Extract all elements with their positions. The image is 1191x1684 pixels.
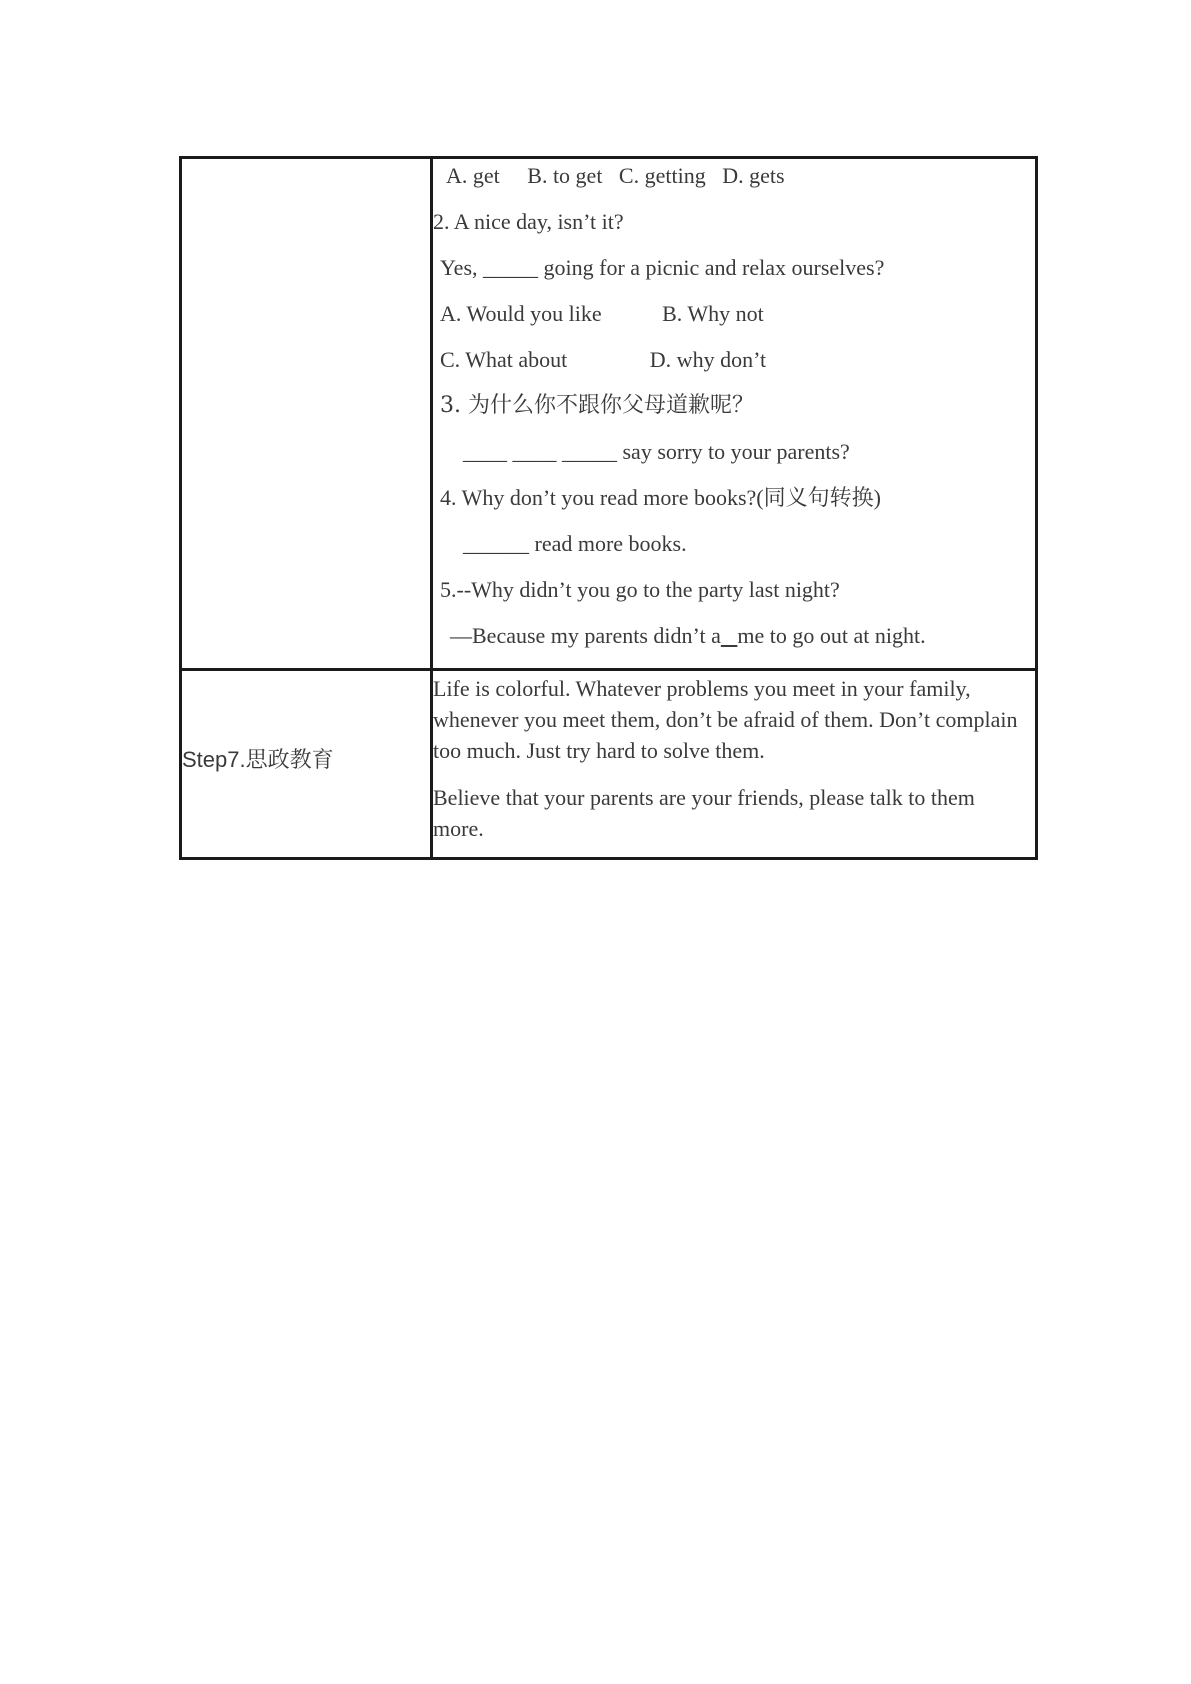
table-row xyxy=(182,159,1035,668)
table-row xyxy=(182,668,1035,857)
question-5: 5.--Why didn’t you go to the party last night? xyxy=(440,577,840,602)
question-2-answer: Yes, _____ going for a picnic and relax ourselves? xyxy=(440,255,885,280)
step-title: Step7.思政教育 xyxy=(182,747,334,772)
question-4: 4. Why don’t you read more books?(同义句转换) xyxy=(440,485,881,510)
answer-blank xyxy=(721,623,738,648)
step-cell xyxy=(182,159,433,668)
question-5-answer xyxy=(450,623,926,649)
step-cell xyxy=(182,671,433,857)
lesson-table xyxy=(179,156,1038,860)
paragraph-2: Believe that your parents are your friends, please talk to them more. xyxy=(433,785,975,841)
question-3-answer: ____ ____ _____ say sorry to your parents? xyxy=(463,439,850,464)
option-line-q2b: C. What about D. why don’t xyxy=(440,347,767,372)
question-4-answer: ______ read more books. xyxy=(463,531,687,556)
question-3: 3. 为什么你不跟你父母道歉呢？ xyxy=(440,393,754,418)
answer-suffix: me to go out at night. xyxy=(737,623,926,648)
question-2: 2. A nice day, isn’t it? xyxy=(433,209,624,234)
option-line-q1: A. get B. to get C. getting D. gets xyxy=(446,163,785,188)
answer-prefix: —Because my parents didn’t a xyxy=(450,623,721,648)
paragraph-1: Life is colorful. Whatever problems you meet in your family, whenever you meet them, don’t be afraid of them. Don’t complain too much. Just try hard to solve them. xyxy=(433,676,1018,763)
exercise-cell xyxy=(433,159,1035,668)
option-line-q2a: A. Would you like B. Why not xyxy=(440,301,764,326)
education-cell xyxy=(433,671,1035,857)
